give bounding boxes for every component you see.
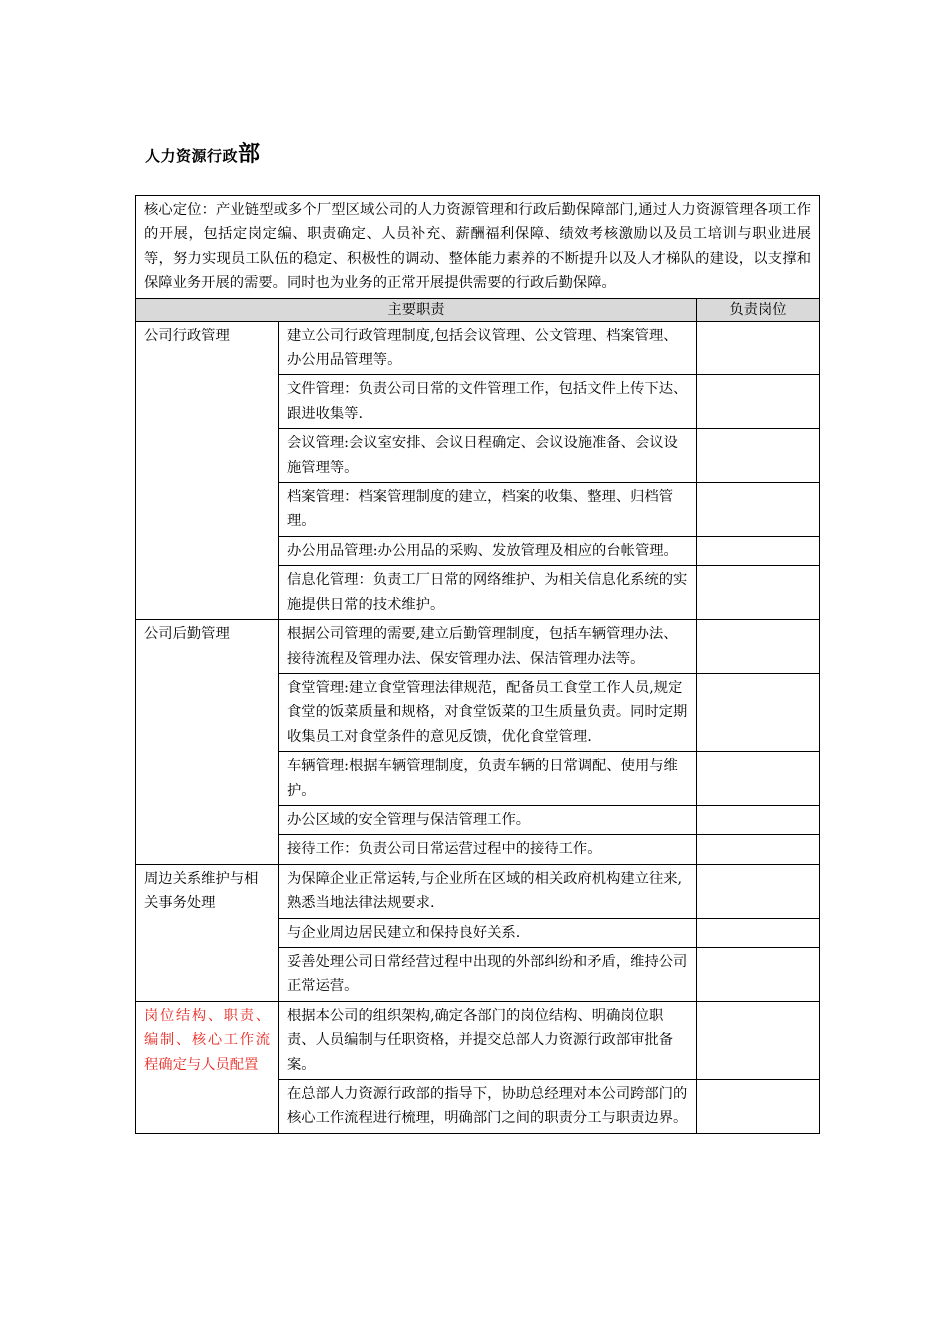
post-cell xyxy=(697,947,820,1001)
post-cell xyxy=(697,321,820,375)
post-cell xyxy=(697,566,820,620)
duty-item: 办公区域的安全管理与保洁管理工作。 xyxy=(279,805,697,834)
post-cell xyxy=(697,620,820,674)
post-cell xyxy=(697,1080,820,1134)
duty-item: 档案管理：档案管理制度的建立，档案的收集、整理、归档管理。 xyxy=(279,483,697,537)
duty-item: 妥善处理公司日常经营过程中出现的外部纠纷和矛盾，维持公司正常运营。 xyxy=(279,947,697,1001)
duty-item: 信息化管理：负责工厂日常的网络维护、为相关信息化系统的实施提供日常的技术维护。 xyxy=(279,566,697,620)
post-cell xyxy=(697,536,820,565)
header-duties: 主要职责 xyxy=(136,298,697,321)
duty-item: 办公用品管理:办公用品的采购、发放管理及相应的台帐管理。 xyxy=(279,536,697,565)
duty-item: 食堂管理:建立食堂管理法律规范，配备员工食堂工作人员,规定食堂的饭菜质量和规格，对食堂饭菜的卫生质量负责。同时定期收集员工对食堂条件的意见反馈，优化食堂管理. xyxy=(279,673,697,751)
post-cell xyxy=(697,375,820,429)
category-external-relations: 周边关系维护与相关事务处理 xyxy=(136,864,279,1001)
category-admin: 公司行政管理 xyxy=(136,321,279,619)
duty-item: 为保障企业正常运转,与企业所在区域的相关政府机构建立往来,熟悉当地法律法规要求. xyxy=(279,864,697,918)
core-positioning: 核心定位：产业链型或多个厂型区域公司的人力资源管理和行政后勤保障部门,通过人力资源管理各项工作的开展，包括定岗定编、职责确定、人员补充、薪酬福利保障、绩效考核激励以及员工培训与职业进展等，努力实现员工队伍的稳定、积极性的调动、整体能力素养的不断提升以及人才梯队的建设，以支撑和保障业务开展的需要。同时也为业务的正常开展提供需要的行政后勤保障。 xyxy=(136,196,820,299)
duty-item: 根据本公司的组织架构,确定各部门的岗位结构、明确岗位职责、人员编制与任职资格，并提交总部人力资源行政部审批备案。 xyxy=(279,1001,697,1079)
post-cell xyxy=(697,835,820,864)
duty-item: 接待工作：负责公司日常运营过程中的接待工作。 xyxy=(279,835,697,864)
duty-item: 车辆管理:根据车辆管理制度，负责车辆的日常调配、使用与维护。 xyxy=(279,752,697,806)
post-cell xyxy=(697,1001,820,1079)
duty-item: 建立公司行政管理制度,包括会议管理、公文管理、档案管理、办公用品管理等。 xyxy=(279,321,697,375)
header-post: 负责岗位 xyxy=(697,298,820,321)
responsibility-table xyxy=(135,195,820,1134)
title-text: 人力资源行政 xyxy=(145,147,239,165)
post-cell xyxy=(697,483,820,537)
category-structure-staffing: 岗位结构、职责、编制、核心工作流程确定与人员配置 xyxy=(136,1001,279,1133)
duty-item: 根据公司管理的需要,建立后勤管理制度，包括车辆管理办法、接待流程及管理办法、保安管理办法、保洁管理办法等。 xyxy=(279,620,697,674)
duty-item: 文件管理：负责公司日常的文件管理工作，包括文件上传下达、跟进收集等. xyxy=(279,375,697,429)
duty-item: 与企业周边居民建立和保持良好关系. xyxy=(279,918,697,947)
post-cell xyxy=(697,918,820,947)
post-cell xyxy=(697,673,820,751)
post-cell xyxy=(697,864,820,918)
document-title xyxy=(145,137,261,168)
duty-item: 会议管理:会议室安排、会议日程确定、会议设施准备、会议设施管理等。 xyxy=(279,429,697,483)
post-cell xyxy=(697,429,820,483)
category-logistics: 公司后勤管理 xyxy=(136,620,279,865)
title-text-large: 部 xyxy=(238,142,261,167)
duty-item: 在总部人力资源行政部的指导下，协助总经理对本公司跨部门的核心工作流程进行梳理，明确部门之间的职责分工与职责边界。 xyxy=(279,1080,697,1134)
post-cell xyxy=(697,752,820,806)
post-cell xyxy=(697,805,820,834)
